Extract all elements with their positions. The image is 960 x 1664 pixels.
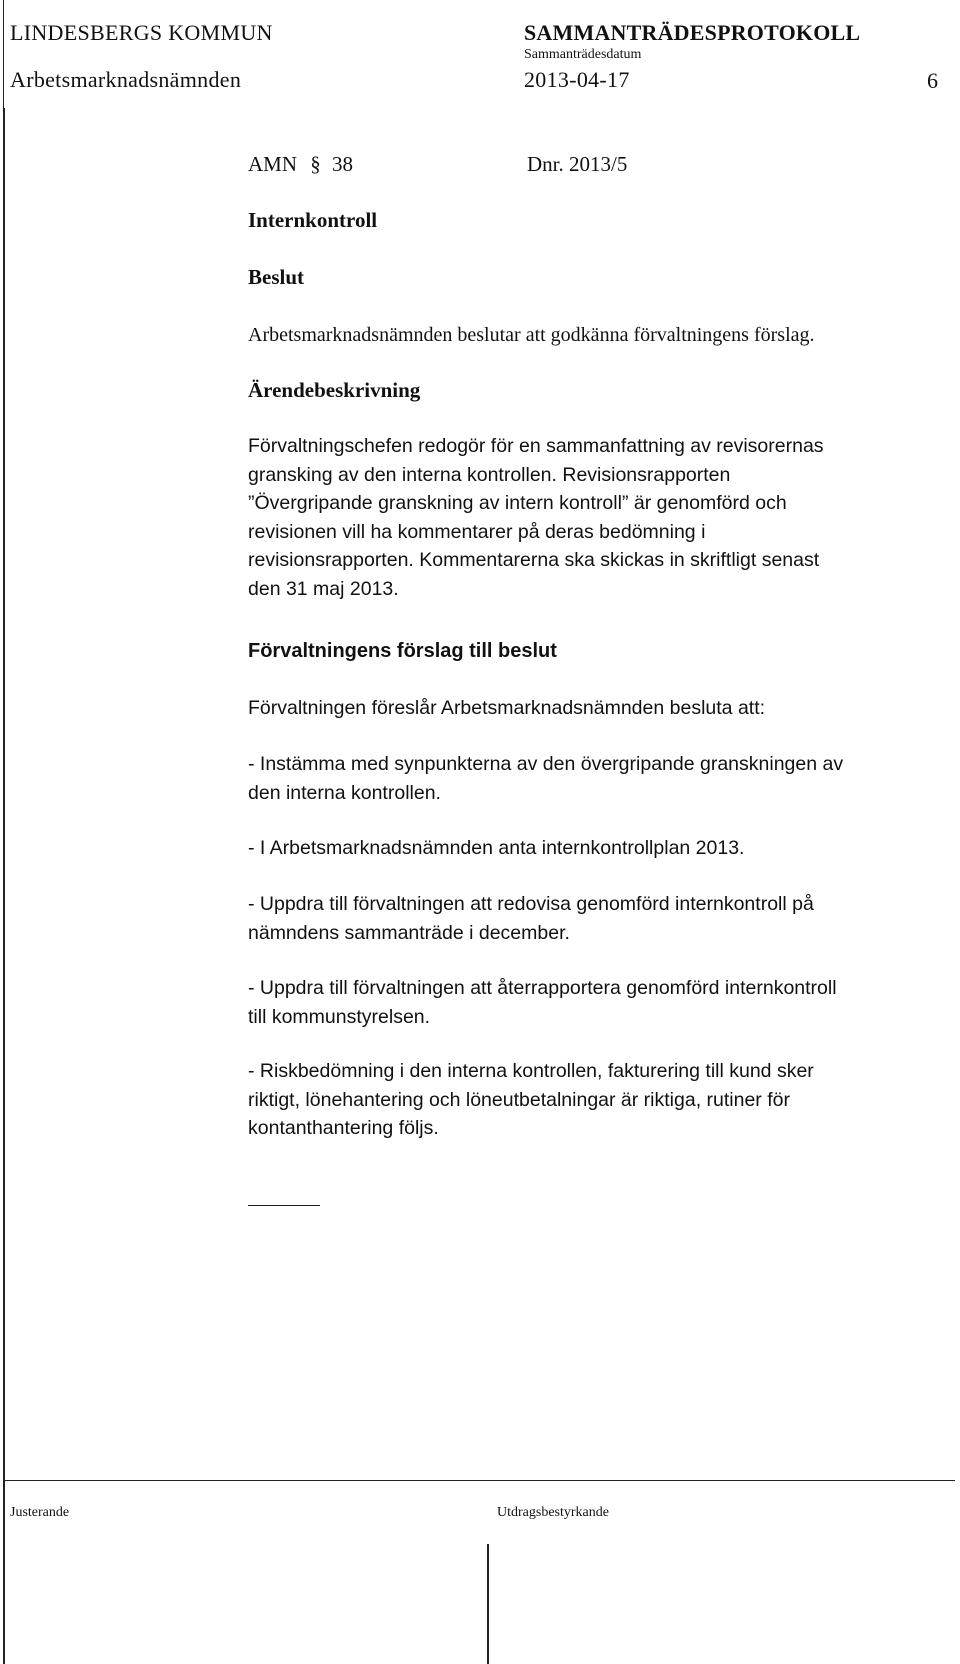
meeting-date: 2013-04-17	[524, 67, 630, 92]
case-number	[248, 150, 353, 179]
document-type: SAMMANTRÄDESPROTOKOLL	[524, 20, 861, 45]
case-prefix: AMN	[248, 152, 298, 176]
forslag-item-line: - I Arbetsmarknadsnämnden anta internkontrollplan 2013.	[248, 837, 745, 859]
section-end-rule	[248, 1205, 320, 1206]
arende-line: gransking av den interna kontrollen. Revisionsrapporten	[248, 463, 731, 486]
forslag-item-line: - Uppdra till förvaltningen att återrapportera genomförd internkontroll	[248, 977, 837, 999]
left-margin-line	[3, 108, 5, 1664]
forslag-item-line: - Uppdra till förvaltningen att redovisa genomförd internkontroll på	[248, 893, 814, 915]
arende-line: revisionen vill ha kommentarer på deras bedömning i	[248, 520, 706, 543]
arende-heading: Ärendebeskrivning	[248, 378, 421, 402]
municipality-name: LINDESBERGS KOMMUN	[10, 20, 273, 45]
arende-body	[248, 432, 948, 603]
forslag-item	[248, 834, 948, 863]
forslag-item-line: den interna kontrollen.	[248, 781, 441, 804]
arende-line: den 31 maj 2013.	[248, 577, 399, 600]
signature-divider	[487, 1544, 489, 1664]
forslag-item	[248, 750, 948, 807]
beslut-heading: Beslut	[248, 265, 305, 289]
case-index: 38	[332, 152, 354, 176]
forslag-item-line: riktigt, lönehantering och löneutbetalningar är riktiga, rutiner för	[248, 1088, 790, 1111]
beslut-text: Arbetsmarknadsnämnden beslutar att godkänna förvaltningens förslag.	[248, 324, 815, 346]
forslag-item	[248, 974, 948, 1031]
forslag-item-line: - Riskbedömning i den interna kontrollen, fakturering till kund sker	[248, 1060, 814, 1082]
forslag-intro: Förvaltningen föreslår Arbetsmarknadsnämnden besluta att:	[248, 697, 766, 719]
forslag-item-line: kontanthantering följs.	[248, 1117, 439, 1139]
diary-number: Dnr. 2013/5	[527, 152, 628, 176]
justerande-label: Justerande	[10, 1505, 70, 1520]
forslag-item-line: nämndens sammanträde i december.	[248, 921, 570, 944]
department-name: Arbetsmarknadsnämnden	[10, 67, 242, 92]
meeting-date-label: Sammanträdesdatum	[524, 47, 642, 62]
arende-line: revisionsrapporten. Kommentarerna ska skickas in skriftligt senast	[248, 549, 820, 571]
forslag-item-line: till kommunstyrelsen.	[248, 1005, 431, 1028]
left-margin-line-top	[3, 0, 4, 108]
forslag-item-line: - Instämma med synpunkterna av den övergripande granskningen av	[248, 753, 844, 775]
utdragsbestyrkande-label: Utdragsbestyrkande	[497, 1505, 609, 1520]
footer-divider	[3, 1480, 955, 1481]
forslag-item	[248, 1057, 948, 1143]
section-sign: §	[310, 152, 321, 176]
case-title: Internkontroll	[248, 208, 378, 232]
arende-line: Förvaltningschefen redogör för en sammanfattning av revisorernas	[248, 435, 824, 457]
arende-line: ”Övergripande granskning av intern kontroll” är genomförd och	[248, 492, 787, 514]
forslag-heading: Förvaltningens förslag till beslut	[248, 640, 557, 662]
page-number: 6	[927, 68, 939, 93]
forslag-item	[248, 890, 948, 947]
